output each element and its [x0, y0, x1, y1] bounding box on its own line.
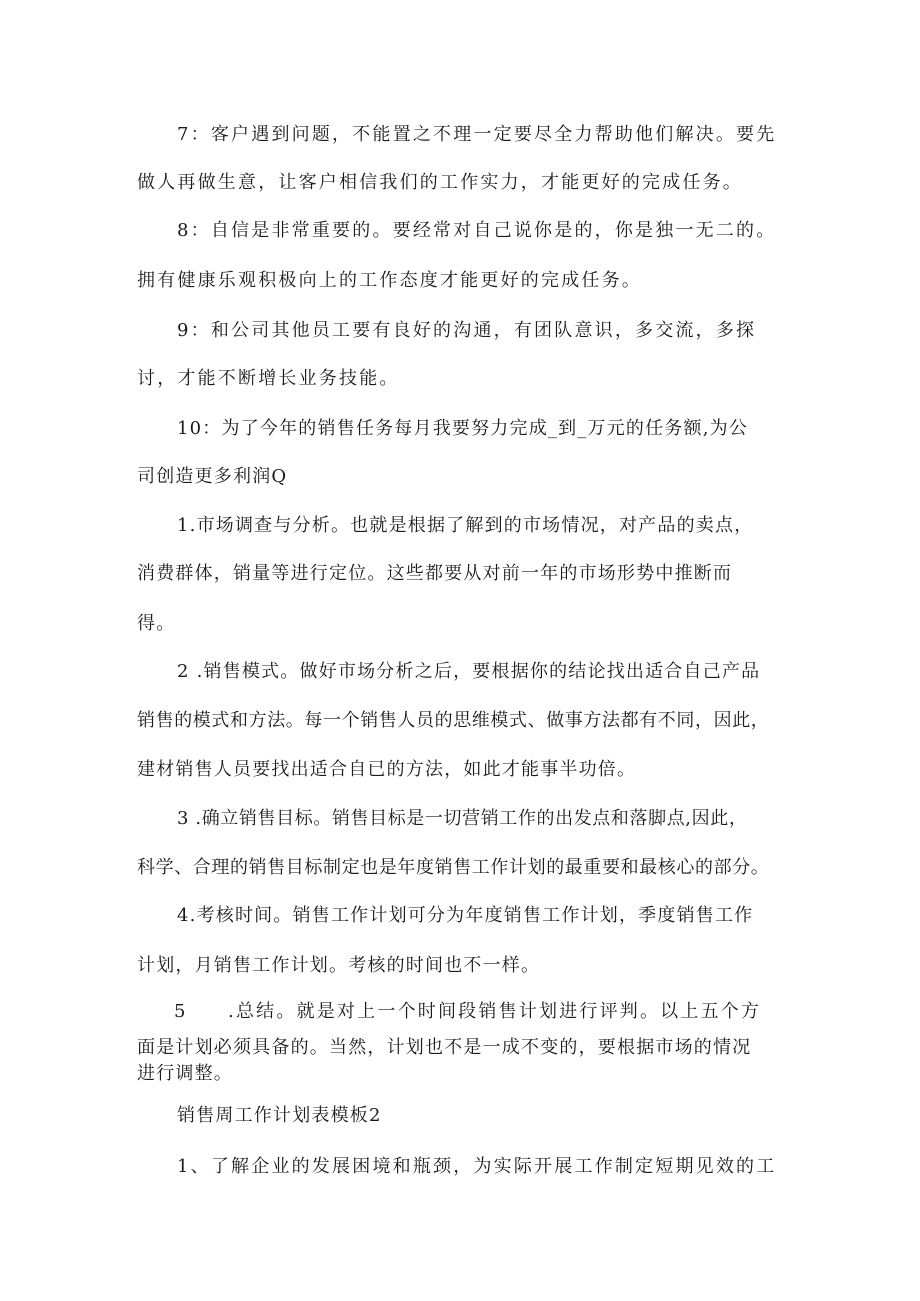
- text-line-2: 做人再做生意，让客户相信我们的工作实力，才能更好的完成任务。: [137, 172, 743, 193]
- text-line-23: 1、了解企业的发展困境和瓶颈，为实际开展工作制定短期见效的工: [177, 1156, 777, 1177]
- text-line-9: 1.市场调查与分析。也就是根据了解到的市场情况，对产品的卖点，: [177, 515, 754, 536]
- text-line-14: 建材销售人员要找出适合自已的方法，如此才能事半功倍。: [137, 759, 637, 780]
- text-line-12: 2 .销售模式。做好市场分析之后，要根据你的结论找出适合自己产品: [177, 661, 761, 682]
- text-line-19: 5 .总结。就是对上一个时间段销售计划进行评判。以上五个方: [174, 1001, 762, 1022]
- text-line-11: 得。: [137, 613, 176, 634]
- text-line-15: 3 .确立销售目标。销售目标是一切营销工作的出发点和落脚点,因此，: [177, 808, 748, 829]
- text-line-10: 消费群体，销量等进行定位。这些都要从对前一年的市场形势中推断而: [137, 563, 733, 584]
- text-line-18: 计划，月销售工作计划。考核的时间也不一样。: [137, 955, 541, 976]
- section-heading: 销售周工作计划表模板2: [177, 1105, 382, 1126]
- text-line-20: 面是计划必须具备的。当然，计划也不是一成不变的，要根据市场的情况: [137, 1037, 752, 1058]
- text-line-8: 司创造更多利润Q: [137, 466, 288, 487]
- text-line-5: 9：和公司其他员工要有良好的沟通，有团队意识，多交流，多探: [177, 320, 757, 341]
- text-line-13: 销售的模式和方法。每一个销售人员的思维模式、做事方法都有不同，因此，: [137, 710, 770, 731]
- text-line-4: 拥有健康乐观积极向上的工作态度才能更好的完成任务。: [137, 270, 642, 291]
- text-line-3: 8：自信是非常重要的。要经常对自己说你是的，你是独一无二的。: [177, 220, 777, 241]
- text-line-6: 讨，才能不断增长业务技能。: [137, 368, 400, 389]
- text-line-1: 7：客户遇到问题，不能置之不理一定要尽全力帮助他们解决。要先: [177, 124, 777, 145]
- text-line-21: 进行调整。: [137, 1063, 233, 1084]
- text-line-16: 科学、合理的销售目标制定也是年度销售工作计划的最重要和最核心的部分。: [137, 857, 770, 878]
- text-line-17: 4.考核时间。销售工作计划可分为年度销售工作计划，季度销售工作: [177, 905, 754, 926]
- text-line-7: 10：为了今年的销售任务每月我要努力完成_到_万元的任务额,为公: [177, 418, 749, 439]
